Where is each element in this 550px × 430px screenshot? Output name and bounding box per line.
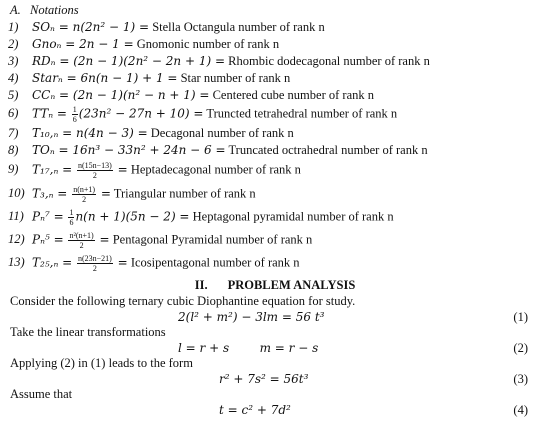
- item-formula: SOₙ = n(2n² − 1) =: [32, 20, 150, 34]
- fraction-denominator: 2: [82, 195, 87, 204]
- section-title: Notations: [30, 3, 79, 17]
- item-number: 9): [8, 162, 19, 177]
- section-letter: A.: [10, 3, 21, 17]
- fraction-numerator: n(15n−13): [78, 161, 112, 170]
- item-number: 5): [8, 88, 19, 102]
- fraction-numerator: 1: [69, 208, 74, 217]
- notation-item: [8, 185, 256, 204]
- fraction-numerator: n²(n+1): [69, 231, 94, 240]
- fraction-denominator: 6: [69, 218, 74, 227]
- fraction-numerator: n(n+1): [73, 185, 96, 194]
- item-description: Rhombic dodecagonal number of rank n: [225, 54, 430, 68]
- item-number: 11): [8, 209, 24, 224]
- item-description: Decagonal number of rank n: [147, 126, 294, 140]
- notation-item: [8, 105, 397, 124]
- notation-item: [8, 20, 325, 34]
- notation-item: [8, 126, 294, 140]
- item-description: Stella Octangula number of rank n: [149, 20, 325, 34]
- item-description: Triangular number of rank n: [110, 186, 256, 201]
- item-number: 3): [8, 54, 19, 68]
- item-formula: =: [113, 255, 128, 270]
- item-formula: (23n² − 27n + 10) =: [78, 106, 204, 121]
- item-formula-prefix: TTₙ =: [32, 106, 71, 121]
- item-number: 1): [8, 20, 19, 34]
- section-a-heading: [10, 3, 79, 18]
- item-formula: Gnoₙ = 2n − 1 =: [32, 37, 134, 51]
- item-description: Gnomonic number of rank n: [133, 37, 280, 51]
- paragraph: Consider the following ternary cubic Diophantine equation for study.: [10, 294, 356, 308]
- fraction-denominator: 2: [79, 241, 84, 250]
- item-formula: =: [113, 162, 128, 177]
- item-formula-prefix: T₁₇,ₙ =: [32, 162, 76, 177]
- notation-item: [8, 161, 301, 180]
- item-number: 2): [8, 37, 19, 51]
- item-formula: T₁₀,ₙ = n(4n − 3) =: [32, 126, 148, 140]
- fraction-denominator: 2: [92, 171, 97, 180]
- fraction-numerator: n(23n−21): [78, 254, 112, 263]
- item-description: Heptadecagonal number of rank n: [127, 162, 301, 177]
- item-number: 12): [8, 232, 25, 247]
- fraction: [72, 105, 78, 124]
- item-description: Star number of rank n: [177, 71, 291, 85]
- notation-item: [8, 37, 279, 51]
- item-formula-prefix: T₃,ₙ =: [32, 186, 72, 201]
- equation: t = c² + 7d²: [219, 403, 291, 417]
- item-formula-prefix: Pₙ⁵ =: [32, 232, 68, 247]
- fraction: [77, 254, 113, 273]
- item-number: 13): [8, 255, 25, 270]
- item-number: 4): [8, 71, 19, 85]
- item-formula: Starₙ = 6n(n − 1) + 1 =: [32, 71, 178, 85]
- item-number: 8): [8, 143, 19, 157]
- item-formula: RDₙ = (2n − 1)(2n² − 2n + 1) =: [32, 54, 226, 68]
- item-description: Heptagonal pyramidal number of rank n: [189, 209, 394, 224]
- item-formula-prefix: T₂₅,ₙ =: [32, 255, 76, 270]
- equation-number: (1): [513, 310, 528, 324]
- fraction-denominator: 2: [92, 264, 97, 273]
- fraction: [72, 185, 96, 204]
- section-title: PROBLEM ANALYSIS: [227, 278, 356, 292]
- paragraph: Take the linear transformations: [10, 325, 166, 339]
- fraction: [77, 161, 113, 180]
- item-formula: TOₙ = 16n³ − 33n² + 24n − 6 =: [32, 143, 226, 157]
- equation: l = r + s m = r − s: [178, 341, 319, 355]
- equation-number: (3): [513, 372, 528, 386]
- item-number: 7): [8, 126, 19, 140]
- item-formula-prefix: Pₙ⁷ =: [32, 209, 68, 224]
- notation-item: [8, 254, 300, 273]
- fraction: [68, 231, 94, 250]
- notation-item: [8, 231, 312, 250]
- paragraph: Applying (2) in (1) leads to the form: [10, 356, 193, 370]
- item-description: Truncated octrahedral number of rank n: [225, 143, 428, 157]
- section-ii-heading: [0, 278, 550, 293]
- item-description: Truncted tetrahedral number of rank n: [203, 106, 398, 121]
- item-formula: =: [95, 232, 110, 247]
- notation-item: [8, 71, 290, 85]
- item-number: 6): [8, 106, 19, 121]
- fraction-denominator: 6: [72, 115, 77, 124]
- equation-number: (2): [513, 341, 528, 355]
- item-formula: CCₙ = (2n − 1)(n² − n + 1) =: [32, 88, 210, 102]
- item-formula: =: [97, 186, 111, 201]
- section-roman-numeral: II.: [194, 278, 208, 292]
- notation-item: [8, 54, 430, 68]
- item-formula: n(n + 1)(5n − 2) =: [75, 209, 190, 224]
- fraction: [68, 208, 74, 227]
- paragraph: Assume that: [10, 387, 73, 401]
- equation-number: (4): [513, 403, 528, 417]
- notation-item: [8, 88, 374, 102]
- item-description: Centered cube number of rank n: [209, 88, 374, 102]
- notation-item: [8, 143, 428, 157]
- notation-item: [8, 208, 394, 227]
- equation: 2(l² + m²) − 3lm = 56 t³: [178, 310, 325, 324]
- item-number: 10): [8, 186, 25, 201]
- item-description: Icosipentagonal number of rank n: [127, 255, 300, 270]
- equation: r² + 7s² = 56t³: [219, 372, 309, 386]
- fraction-numerator: 1: [72, 105, 77, 114]
- item-description: Pentagonal Pyramidal number of rank n: [109, 232, 313, 247]
